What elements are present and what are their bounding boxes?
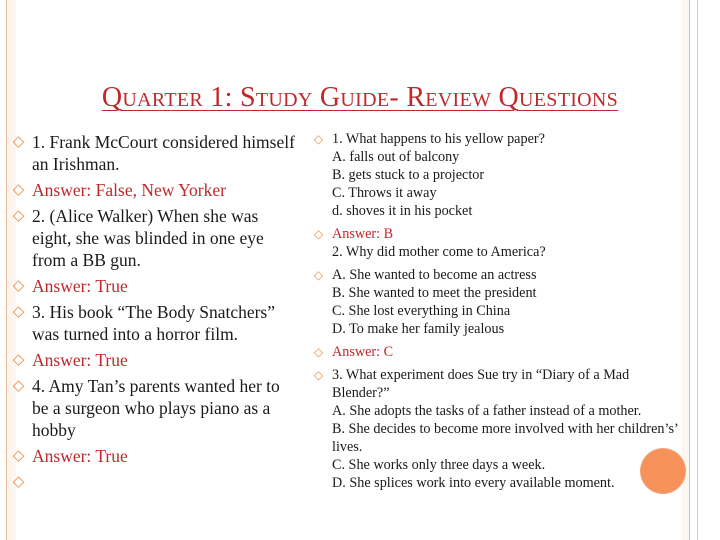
diamond-bullet-icon: ◇ bbox=[313, 268, 324, 282]
question-line: 1. What happens to his yellow paper? bbox=[332, 131, 545, 147]
answer-item bbox=[12, 275, 298, 297]
diamond-bullet-icon: ◇ bbox=[313, 368, 324, 382]
question-text: 4. Amy Tan’s parents wanted her to be a surgeon who plays piano as a hobby bbox=[32, 376, 280, 440]
question-text: 1. Frank McCourt considered himself an Irishman. bbox=[32, 132, 295, 174]
diamond-bullet-icon: ◇ bbox=[12, 352, 25, 368]
diamond-bullet-icon: ◇ bbox=[12, 208, 25, 224]
answer-item bbox=[12, 445, 298, 467]
question-line: 2. Why did mother come to America? bbox=[332, 244, 546, 260]
right-list-item bbox=[312, 343, 682, 361]
question-line: d. shoves it in his pocket bbox=[332, 203, 473, 219]
answer-text: Answer: B bbox=[332, 226, 394, 242]
answer-text: Answer: C bbox=[332, 344, 394, 360]
right-list-item bbox=[312, 225, 682, 261]
question-line: A. falls out of balcony bbox=[332, 149, 460, 165]
diamond-bullet-icon: ◇ bbox=[12, 378, 25, 394]
answer-text: Answer: False, New Yorker bbox=[32, 180, 226, 200]
diamond-bullet-icon: ◇ bbox=[12, 304, 25, 320]
question-line: C. She works only three days a week. bbox=[332, 457, 546, 473]
answer-text: Answer: True bbox=[32, 276, 128, 296]
question-line: D. To make her family jealous bbox=[332, 321, 505, 337]
right-list-item bbox=[312, 130, 682, 220]
question-item bbox=[12, 471, 298, 493]
left-question-list bbox=[12, 131, 298, 497]
right-question-list bbox=[312, 130, 682, 497]
answer-text: Answer: True bbox=[32, 350, 128, 370]
answer-text: Answer: True bbox=[32, 446, 128, 466]
answer-item bbox=[12, 179, 298, 201]
question-text: 3. His book “The Body Snatchers” was turned into a horror film. bbox=[32, 302, 276, 344]
question-item bbox=[12, 131, 298, 175]
decorative-orange-circle bbox=[641, 449, 685, 493]
question-line: C. Throws it away bbox=[332, 185, 437, 201]
right-list-item bbox=[312, 366, 682, 492]
question-line: 3. What experiment does Sue try in “Diary of a Mad Blender?” bbox=[332, 367, 630, 401]
question-line: C. She lost everything in China bbox=[332, 303, 511, 319]
question-line: B. She decides to become more involved with her children’s’ lives. bbox=[332, 421, 678, 455]
diamond-bullet-icon: ◇ bbox=[313, 227, 324, 241]
question-line: B. gets stuck to a projector bbox=[332, 167, 485, 183]
question-item bbox=[12, 205, 298, 271]
question-line: B. She wanted to meet the president bbox=[332, 285, 537, 301]
question-item bbox=[12, 375, 298, 441]
right-edge-line bbox=[697, 0, 698, 540]
question-line: D. She splices work into every available moment. bbox=[332, 475, 615, 491]
question-line: A. She wanted to become an actress bbox=[332, 267, 537, 283]
answer-item bbox=[12, 349, 298, 371]
diamond-bullet-icon: ◇ bbox=[12, 182, 25, 198]
diamond-bullet-icon: ◇ bbox=[12, 448, 25, 464]
slide-title: Quarter 1: Study Guide- Review Questions bbox=[101, 82, 619, 113]
diamond-bullet-icon: ◇ bbox=[12, 278, 25, 294]
diamond-bullet-icon: ◇ bbox=[12, 134, 25, 150]
diamond-bullet-icon: ◇ bbox=[313, 345, 324, 359]
diamond-bullet-icon: ◇ bbox=[313, 132, 324, 146]
right-list-item bbox=[312, 266, 682, 338]
question-line: A. She adopts the tasks of a father instead of a mother. bbox=[332, 403, 642, 419]
diamond-bullet-icon: ◇ bbox=[12, 474, 25, 490]
question-item bbox=[12, 301, 298, 345]
question-text: 2. (Alice Walker) When she was eight, she was blinded in one eye from a BB gun. bbox=[32, 206, 264, 270]
